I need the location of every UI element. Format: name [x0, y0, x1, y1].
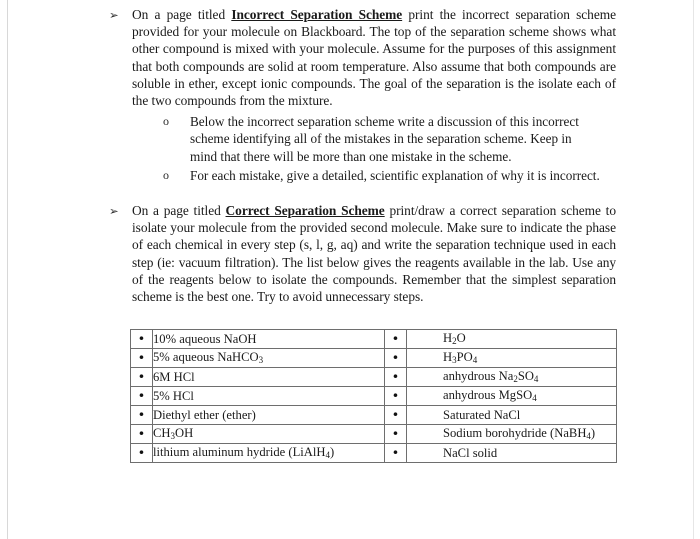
bullet-icon: • — [385, 387, 407, 406]
reagent-name-left: 10% aqueous NaOH — [153, 330, 385, 349]
paragraph-trailing-text: print/draw a correct separation scheme to isolate your molecule from the provided second molecule. Make sure to indicate the phase of each chemical in every step (s, l, g, aq) and write the separation technique used in each step (ie: vacuum filtration). The list below gives the reagents available in the lab. Use any of the reagents below to isolate the compounds. Remember that the simplest separation scheme is the best one. Try to avoid unnecessary steps. — [132, 203, 616, 305]
list-item — [159, 113, 600, 165]
list-item-text: Below the incorrect separation scheme write a discussion of this incorrect scheme identifying all of the mistakes in the separation scheme. Keep in mind that there will be more than one mistake in the scheme. — [190, 114, 579, 164]
reagent-name-right: $H_3PO_4$ — [407, 349, 617, 368]
heading-incorrect-separation-scheme: Incorrect Separation Scheme — [231, 7, 403, 22]
section-paragraph — [132, 6, 616, 109]
table-row — [131, 406, 617, 425]
reagent-name-right: anhydrous MgSO$_4$ — [407, 387, 617, 406]
table-row — [131, 330, 617, 349]
bullet-icon: • — [131, 444, 153, 463]
table-row — [131, 387, 617, 406]
table-row — [131, 349, 617, 368]
table-row — [131, 368, 617, 387]
table-row — [131, 444, 617, 463]
reagent-name-right: NaCl solid — [407, 444, 617, 463]
bullet-icon: • — [385, 444, 407, 463]
reagent-name-right: $H_2O$ — [407, 330, 617, 349]
reagent-name-right: Sodium borohydride (NaBH$_4$) — [407, 425, 617, 444]
sublist-container — [132, 113, 616, 184]
sublist-incorrect-scheme — [159, 113, 600, 184]
reagent-name-left: 6M HCl — [153, 368, 385, 387]
bullet-icon: • — [131, 406, 153, 425]
table-row — [131, 425, 617, 444]
list-item — [159, 167, 600, 184]
bullet-icon: • — [385, 425, 407, 444]
arrow-bullet-icon: ➢ — [109, 8, 119, 22]
section-paragraph — [132, 202, 616, 305]
paragraph-lead-text: On a page titled — [132, 7, 232, 22]
reagent-name-right: Saturated NaCl — [407, 406, 617, 425]
circle-bullet-icon: o — [163, 167, 169, 182]
bullet-icon: • — [385, 368, 407, 387]
bullet-icon: • — [385, 406, 407, 425]
arrow-bullet-icon: ➢ — [109, 204, 119, 219]
section-incorrect-separation-scheme — [0, 6, 700, 184]
reagent-table-container — [130, 329, 616, 463]
reagent-name-left: $CH_3OH$ — [153, 425, 385, 444]
bullet-icon: • — [385, 349, 407, 368]
paragraph-lead-text: On a page titled — [132, 203, 226, 219]
reagent-name-right: anhydrous $Na_2SO_4$ — [407, 368, 617, 387]
bullet-icon: • — [131, 368, 153, 387]
bullet-icon: • — [131, 330, 153, 349]
reagent-name-left: lithium aluminum hydride (LiAlH$_4$) — [153, 444, 385, 463]
heading-correct-separation-scheme: Correct Separation Scheme — [225, 203, 385, 219]
reagent-name-left: 5% HCl — [153, 387, 385, 406]
bullet-icon: • — [131, 425, 153, 444]
list-item-text: For each mistake, give a detailed, scientific explanation of why it is incorrect. — [190, 167, 600, 183]
bullet-icon: • — [131, 349, 153, 368]
circle-bullet-icon: o — [163, 114, 169, 129]
section-correct-separation-scheme — [0, 202, 700, 305]
reagent-table — [130, 329, 617, 463]
reagent-name-left: Diethyl ether (ether) — [153, 406, 385, 425]
reagent-name-left: 5% aqueous NaHCO$_3$ — [153, 349, 385, 368]
paragraph-trailing-text: print the incorrect separation scheme provided for your molecule on Blackboard. The top of the separation scheme shows what other compound is mixed with your molecule. Assume for the purposes of this assignment that both compounds are solid at room temperature. Also assume that both compounds are soluble in ether, except ionic compounds. The goal of the separation is the isolate each of the two compounds from the mixture. — [132, 7, 616, 109]
bullet-icon: • — [385, 330, 407, 349]
bullet-icon: • — [131, 387, 153, 406]
